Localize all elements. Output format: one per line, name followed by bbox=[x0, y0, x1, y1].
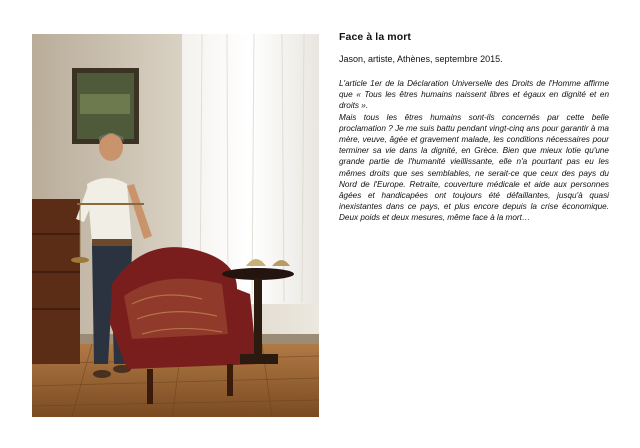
article bbox=[339, 31, 609, 224]
article-title: Face à la mort bbox=[339, 31, 412, 43]
photo-credit: Jason, artiste, Athènes, septembre 2015. bbox=[339, 54, 503, 64]
photograph bbox=[32, 34, 319, 417]
article-paragraph-1: L'article 1er de la Déclaration Universelle des Droits de l'Homme affirme que « Tous les êtres humains naissent libres et égaux en dignité et en droits ». bbox=[339, 79, 609, 111]
photo-illustration bbox=[32, 34, 319, 417]
article-body bbox=[339, 78, 609, 224]
article-paragraph-2: Mais tous les êtres humains sont-ils concernés par cette belle proclamation ? Je me suis battu pendant vingt-cinq ans pour garantir à ma mère, veuve, âgée et gravement malade, les conditions nécessaires pour terminer sa vie dans la dignité, en Grèce. Bien que mieux lotie qu'une grande partie de l'humanité vieillissante, elle n'a pourtant pas eu les mêmes droits que ses semblables, ne serait-ce que ceux des pays du Nord de l'Europe. Retraite, couverture médicale et aide aux personnes âgées et handicapées ont toujours été défaillantes, jusqu'à quasi inexistantes dans ce pays, et plus encore depuis la crise économique. Deux poids et deux mesures, même face à la mort… bbox=[339, 112, 609, 223]
